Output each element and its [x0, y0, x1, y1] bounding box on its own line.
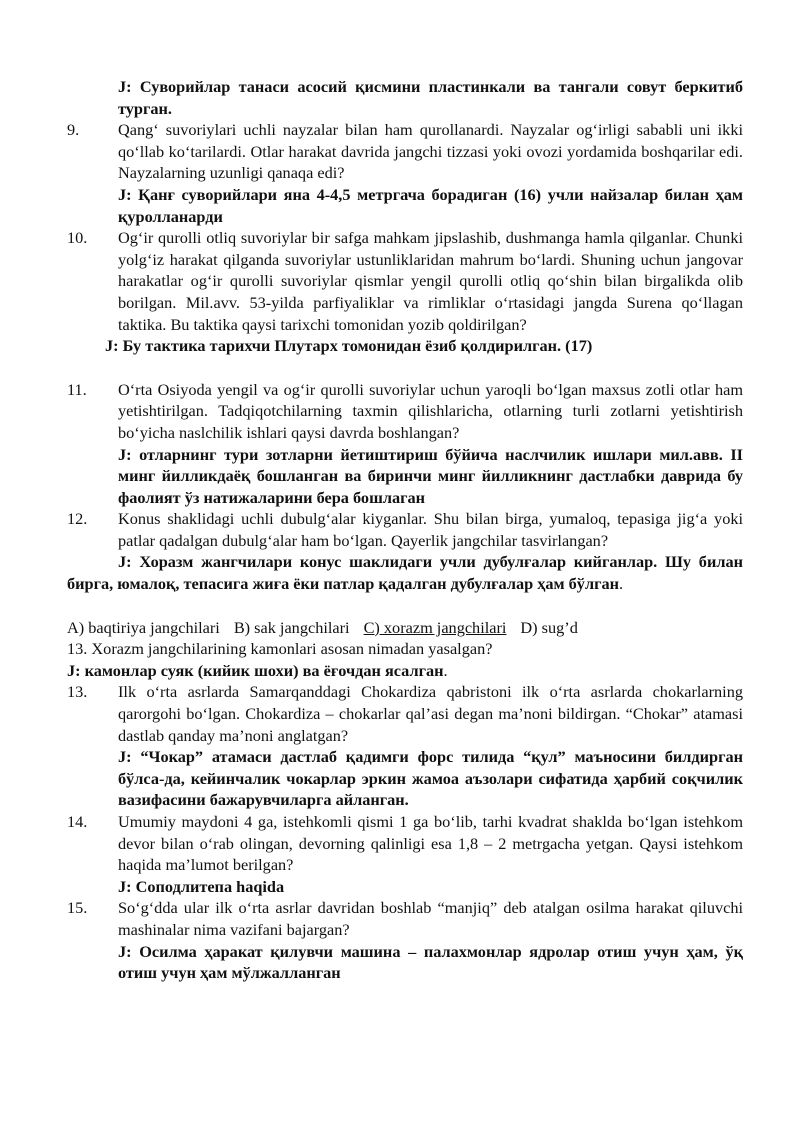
- question-text: Ilk o‘rta asrlarda Samarqanddagi Chokardiza qabristoni ilk o‘rta asrlarda chokarlarning qarorgohi bo‘lgan. Chokardiza – chokarlar qal’asi degan ma’noni bildirgan. “Chokar” atamasi dastlab qanday ma’noni anglatgan?: [118, 682, 743, 745]
- question-11: [67, 379, 743, 444]
- question-14: [67, 811, 743, 876]
- q13-answer: J: “Чокар” атамаси дастлаб қадимги форс тилида “қул” маъносини билдирган бўлса-да, кейинчалик чокарлар эркин жамоа аъзолари сифатида ҳарбий соқчилик вазифасини бажарувчиларга айланган.: [118, 747, 743, 810]
- question-number: 11.: [67, 379, 87, 399]
- question-number: 15.: [67, 898, 88, 918]
- q12-answer-paragraph: [67, 551, 743, 594]
- option-d: D) sug’d: [520, 617, 578, 637]
- question-number: 14.: [67, 812, 88, 831]
- question-text: Umumiy maydoni 4 ga, istehkomli qismi 1 ga bo‘lib, tarhi kvadrat shaklda bo‘lgan istehkom devor bilan o‘rab olingan, devorning qalinligi esa 1,8 – 2 metrgacha yetgan. Qaysi istehkom haqida ma’lumot berilgan?: [118, 812, 743, 875]
- answer-options: [67, 617, 743, 639]
- question-number: 9.: [67, 120, 80, 140]
- option-a: A) baqtiriya jangchilari: [67, 617, 220, 637]
- option-c-correct: C) xorazm jangchilari: [363, 617, 507, 637]
- q13a-answer-end: .: [443, 660, 448, 680]
- question-number: 13.: [67, 682, 88, 702]
- q9-answer: J: Қанғ суворийлари яна 4-4,5 метргача борадиган (16) учли найзалар билан ҳам қуролланарди: [118, 184, 743, 226]
- q13a-answer-paragraph: [67, 660, 743, 682]
- q11-answer: J: отларнинг тури зотларни йетиштириш бўйича наслчилик ишлари мил.авв. II минг йилликдаёқ бошланган ва биринчи минг йилликнинг дастлабки даврида бу фаолият ўз натижаларини бера бошлаган: [118, 444, 743, 507]
- option-b: B) sak jangchilari: [233, 617, 350, 637]
- question-13-inline: 13. Xorazm jangchilarining kamonlari asosan nimadan yasalgan?: [67, 639, 493, 659]
- question-text: So‘g‘dda ular ilk o‘rta asrlar davridan boshlab “manjiq” deb atalgan osilma harakat qiluvchi mashinalar nima vazifani bajargan?: [118, 898, 743, 939]
- question-text: Qang‘ suvoriylari uchli nayzalar bilan ham qurollanardi. Nayzalar og‘irligi sababli uni ikki qo‘llab ko‘tarilardi. Otlar harakat davrida jangchi tizzasi yoki ovozi yordamida boshqarilar edi. Nayzalarning uzunligi qanaqa edi?: [118, 120, 743, 183]
- q10-answer: J: Бу тактика тарихчи Плутарх томонидан ёзиб қолдирилган. (17): [105, 336, 593, 356]
- question-12: [67, 508, 743, 551]
- question-text: Konus shaklidagi uchli dubulg‘alar kiyganlar. Shu bilan birga, yumaloq, tepasiga jig‘a yoki patlar qadalgan dubulg‘alar ham bo‘lgan. Qayerlik jangchilar tasvirlangan?: [118, 509, 743, 550]
- document-page: [67, 76, 743, 984]
- spacer: [67, 595, 743, 617]
- question-13: [67, 681, 743, 746]
- question-15: [67, 897, 743, 940]
- q12-answer-end: .: [619, 574, 624, 594]
- q12-answer: J: Хоразм жангчилари конус шаклидаги учли дубулғалар кийганлар. Шу билан бирга, юмалоқ, тепасига жиға ёки патлар қадалган дубулғалар ҳам бўлган: [67, 552, 743, 594]
- question-number: 12.: [67, 509, 88, 529]
- question-text: Og‘ir qurolli otliq suvoriylar bir safga mahkam jipslashib, dushmanga hamla qilganlar. Chunki yolg‘iz harakat qilganda suvoriylar ustunliklaridan mahrum bo‘lardi. Shuning uchun jangovar harakatlar og‘ir qurolli suvoriylar qismlar yengil qurolli otliq qo‘shin bilan birgalikda olib borilgan. Mil.avv. 53-yilda parfiyaliklar va rimliklar o‘rtasidagi jangda Surena qo‘llagan taktika. Bu taktika qaysi tarixchi tomonidan yozib qoldirilgan?: [118, 228, 743, 334]
- q8-answer: J: Суворийлар танаси асосий қисмини пластинкали ва тангали совут беркитиб турган.: [118, 77, 743, 118]
- q13a-answer: J: камонлар суяк (кийик шохи) ва ёғочдан ясалган: [67, 660, 444, 680]
- question-10: [67, 227, 743, 335]
- question-number: 10.: [67, 228, 88, 248]
- question-9: [67, 119, 743, 184]
- question-text: O‘rta Osiyoda yengil va og‘ir qurolli suvoriylar uchun yaroqli bo‘lgan maxsus zotli otlar ham yetishtirilgan. Tadqiqotchilarning taxmin qilishlaricha, otlarning turli zotlarni yetishtirish bo‘yicha naslchilik ishlari qaysi davrda boshlangan?: [118, 379, 743, 442]
- q15-answer: J: Осилма ҳаракат қилувчи машина – палахмонлар ядролар отиш учун ҳам, ўқ отиш учун ҳам мўлжалланган: [118, 941, 743, 983]
- spacer: [67, 357, 743, 379]
- q14-answer: J: Соподлитепа haqida: [118, 876, 285, 896]
